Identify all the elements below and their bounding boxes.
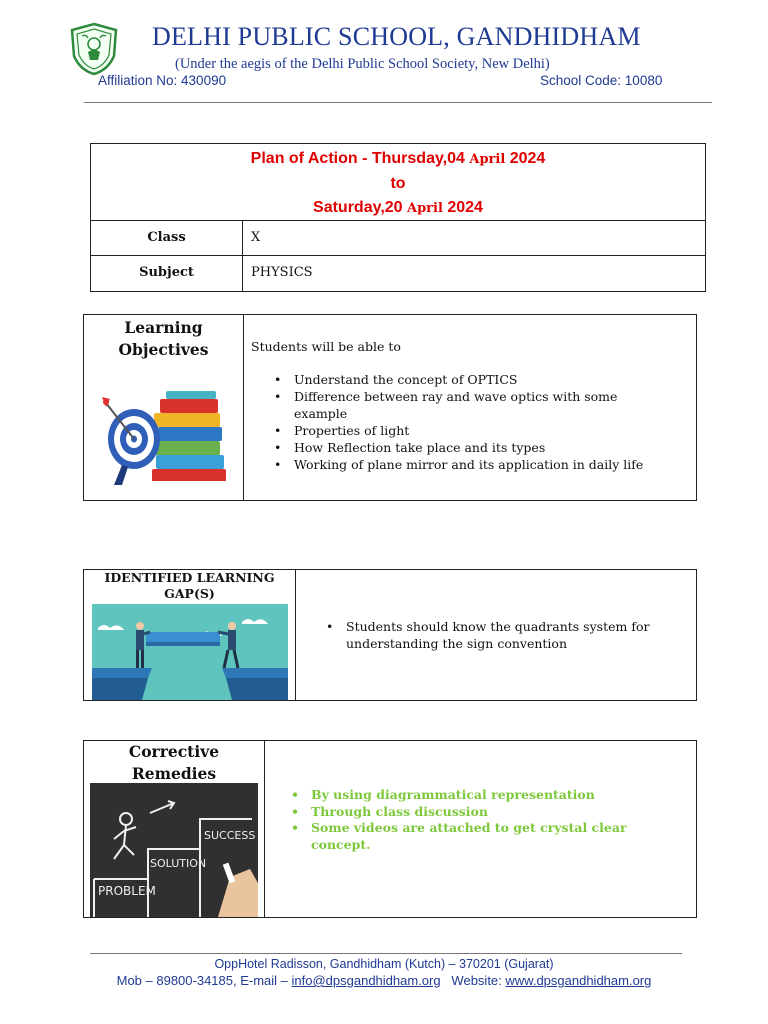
learning-gaps-content: [296, 570, 696, 700]
school-name: DELHI PUBLIC SCHOOL, GANDHIDHAM: [152, 22, 641, 51]
list-item: • Through class discussion: [287, 804, 667, 821]
subject-label: Subject: [91, 256, 243, 291]
dps-crest-icon: [68, 22, 120, 76]
list-item: • Properties of light: [270, 422, 670, 439]
school-code: School Code: 10080: [540, 73, 663, 88]
subject-value: PHYSICS: [251, 265, 313, 280]
website-link[interactable]: www.dpsgandhidham.org: [505, 973, 652, 988]
learning-gaps-left: [84, 570, 296, 700]
email-link[interactable]: info@dpsgandhidham.org: [291, 973, 441, 988]
list-item: • Difference between ray and wave optics with some example: [270, 388, 670, 422]
aegis-line: (Under the aegis of the Delhi Public School Society, New Delhi): [175, 56, 550, 72]
plan-title: [91, 144, 705, 221]
affiliation-number: Affiliation No: 430090: [98, 73, 227, 88]
plan-title-line2: to: [390, 175, 406, 192]
header-divider: [84, 102, 712, 103]
class-row: [91, 221, 705, 256]
footer-address: OppHotel Radisson, Gandhidham (Kutch) – 370201 (Gujarat): [214, 957, 554, 971]
problem-label: PROBLEM: [98, 884, 156, 898]
learning-gaps-section: [83, 569, 697, 701]
corrective-remedies-heading: Corrective Remedies: [128, 742, 220, 783]
gaps-list: [322, 618, 682, 652]
learning-objectives-content: [244, 315, 696, 500]
list-item: • Some videos are attached to get crystal clear concept.: [287, 820, 667, 853]
footer-divider: [90, 953, 682, 954]
learning-objectives-section: [83, 314, 697, 501]
list-item: • By using diagrammatical representation: [287, 787, 667, 804]
list-item: • Understand the concept of OPTICS: [270, 371, 670, 388]
learning-objectives-left: [84, 315, 244, 500]
books-target-icon: [92, 385, 238, 493]
objectives-list: [270, 371, 670, 473]
learning-objectives-heading: Learning Objectives: [118, 318, 209, 359]
learning-gaps-heading: IDENTIFIED LEARNING GAP(S): [104, 570, 275, 601]
list-item: • How Reflection take place and its types: [270, 439, 670, 456]
corrective-remedies-content: [265, 741, 696, 917]
success-label: SUCCESS: [204, 829, 256, 842]
footer-contact: Mob – 89800-34185, E-mail – info@dpsgandhidham.org Website: www.dpsgandhidham.org: [116, 973, 652, 988]
list-item: • Students should know the quadrants system for understanding the sign convention: [322, 618, 682, 652]
subject-row: [91, 256, 705, 291]
solution-label: SOLUTION: [150, 857, 207, 870]
chalkboard-stairs-icon: [90, 783, 258, 917]
plan-title-line1: Plan of Action - Thursday,04 April 2024: [250, 150, 546, 167]
list-item: • Working of plane mirror and its application in daily life: [270, 456, 670, 473]
bridge-gap-icon: [92, 604, 288, 700]
plan-table: [90, 143, 706, 292]
objectives-intro: Students will be able to: [251, 339, 401, 354]
corrective-remedies-left: [84, 741, 265, 917]
remedies-list: [287, 787, 667, 853]
class-value: X: [251, 230, 261, 245]
class-label: Class: [91, 221, 243, 255]
plan-title-line3: Saturday,20 April 2024: [313, 199, 483, 216]
corrective-remedies-section: [83, 740, 697, 918]
